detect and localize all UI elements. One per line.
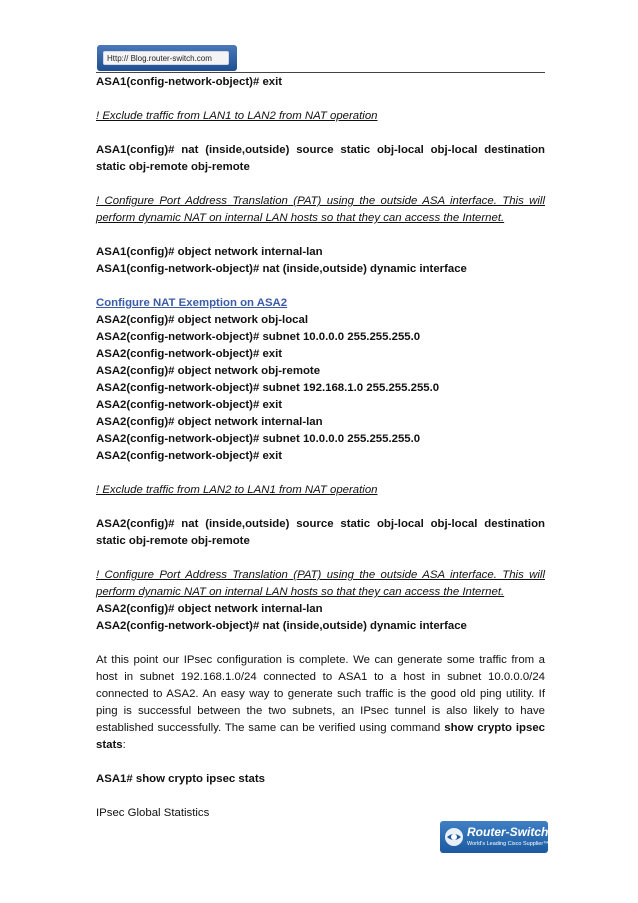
paragraph-text: At this point our IPsec configuration is complete. We can generate some traffic from a host in subnet 192.168.1.0/24 connected to ASA1 to a host in subnet 10.0.0.0/24 connected to ASA2. An easy way to generate such traffic is the good old ping utility. If ping is successful between the two subnets, an IPsec tunnel is also likely to have established successfully. The same can be verified using command xyxy=(96,654,545,734)
header-divider xyxy=(96,72,545,73)
cli-line: ASA2(config-network-object)# exit xyxy=(96,450,283,462)
paragraph-end: : xyxy=(122,739,126,751)
body-paragraph xyxy=(96,652,545,754)
config-comment: ! Configure Port Address Translation (PAT) using the outside ASA interface. This will perform dynamic NAT on internal LAN hosts so that they can access the Internet. xyxy=(96,569,545,598)
cli-line: ASA1(config)# object network internal-lan xyxy=(96,246,323,258)
cli-line: ASA2(config-network-object)# exit xyxy=(96,348,283,360)
cli-line: ASA2(config)# object network obj-local xyxy=(96,314,309,326)
router-switch-logo xyxy=(440,821,568,853)
blog-url-banner xyxy=(97,45,237,71)
logo-wordmark: Router-Switch.com xyxy=(467,825,568,839)
section-heading: Configure NAT Exemption on ASA2 xyxy=(96,297,288,309)
cli-line: ASA2(config-network-object)# subnet 10.0.0.0 255.255.255.0 xyxy=(96,433,421,445)
document-body xyxy=(96,74,545,822)
config-comment: ! Exclude traffic from LAN1 to LAN2 from NAT operation xyxy=(96,110,378,122)
cli-line: ASA2(config-network-object)# subnet 10.0.0.0 255.255.255.0 xyxy=(96,331,421,343)
globe-icon xyxy=(444,827,464,847)
config-comment: ! Exclude traffic from LAN2 to LAN1 from NAT operation xyxy=(96,484,378,496)
stats-title: IPsec Global Statistics xyxy=(96,807,210,819)
cli-line: ASA1# show crypto ipsec stats xyxy=(96,773,266,785)
cli-line: ASA2(config)# object network internal-lan xyxy=(96,416,323,428)
cli-line: ASA2(config)# nat (inside,outside) source static obj-local obj-local destination static obj-remote obj-remote xyxy=(96,518,545,547)
config-comment: ! Configure Port Address Translation (PAT) using the outside ASA interface. This will perform dynamic NAT on internal LAN hosts so that they can access the Internet. xyxy=(96,195,545,224)
logo-tagline: World's Leading Cisco Supplier™ xyxy=(467,841,549,847)
cli-line: ASA2(config)# object network obj-remote xyxy=(96,365,321,377)
cli-line: ASA2(config-network-object)# nat (inside,outside) dynamic interface xyxy=(96,620,467,632)
cli-line: ASA1(config)# nat (inside,outside) source static obj-local obj-local destination static obj-remote obj-remote xyxy=(96,144,545,173)
cli-line: ASA2(config)# object network internal-lan xyxy=(96,603,323,615)
blog-url-text: Http:// Blog.router-switch.com xyxy=(103,51,229,65)
cli-line: ASA1(config-network-object)# nat (inside,outside) dynamic interface xyxy=(96,263,467,275)
cli-line: ASA2(config-network-object)# exit xyxy=(96,399,283,411)
cli-line: ASA2(config-network-object)# subnet 192.168.1.0 255.255.255.0 xyxy=(96,382,440,394)
paragraph-command: show crypto ipsec stats xyxy=(96,722,545,751)
cli-line: ASA1(config-network-object)# exit xyxy=(96,76,283,88)
